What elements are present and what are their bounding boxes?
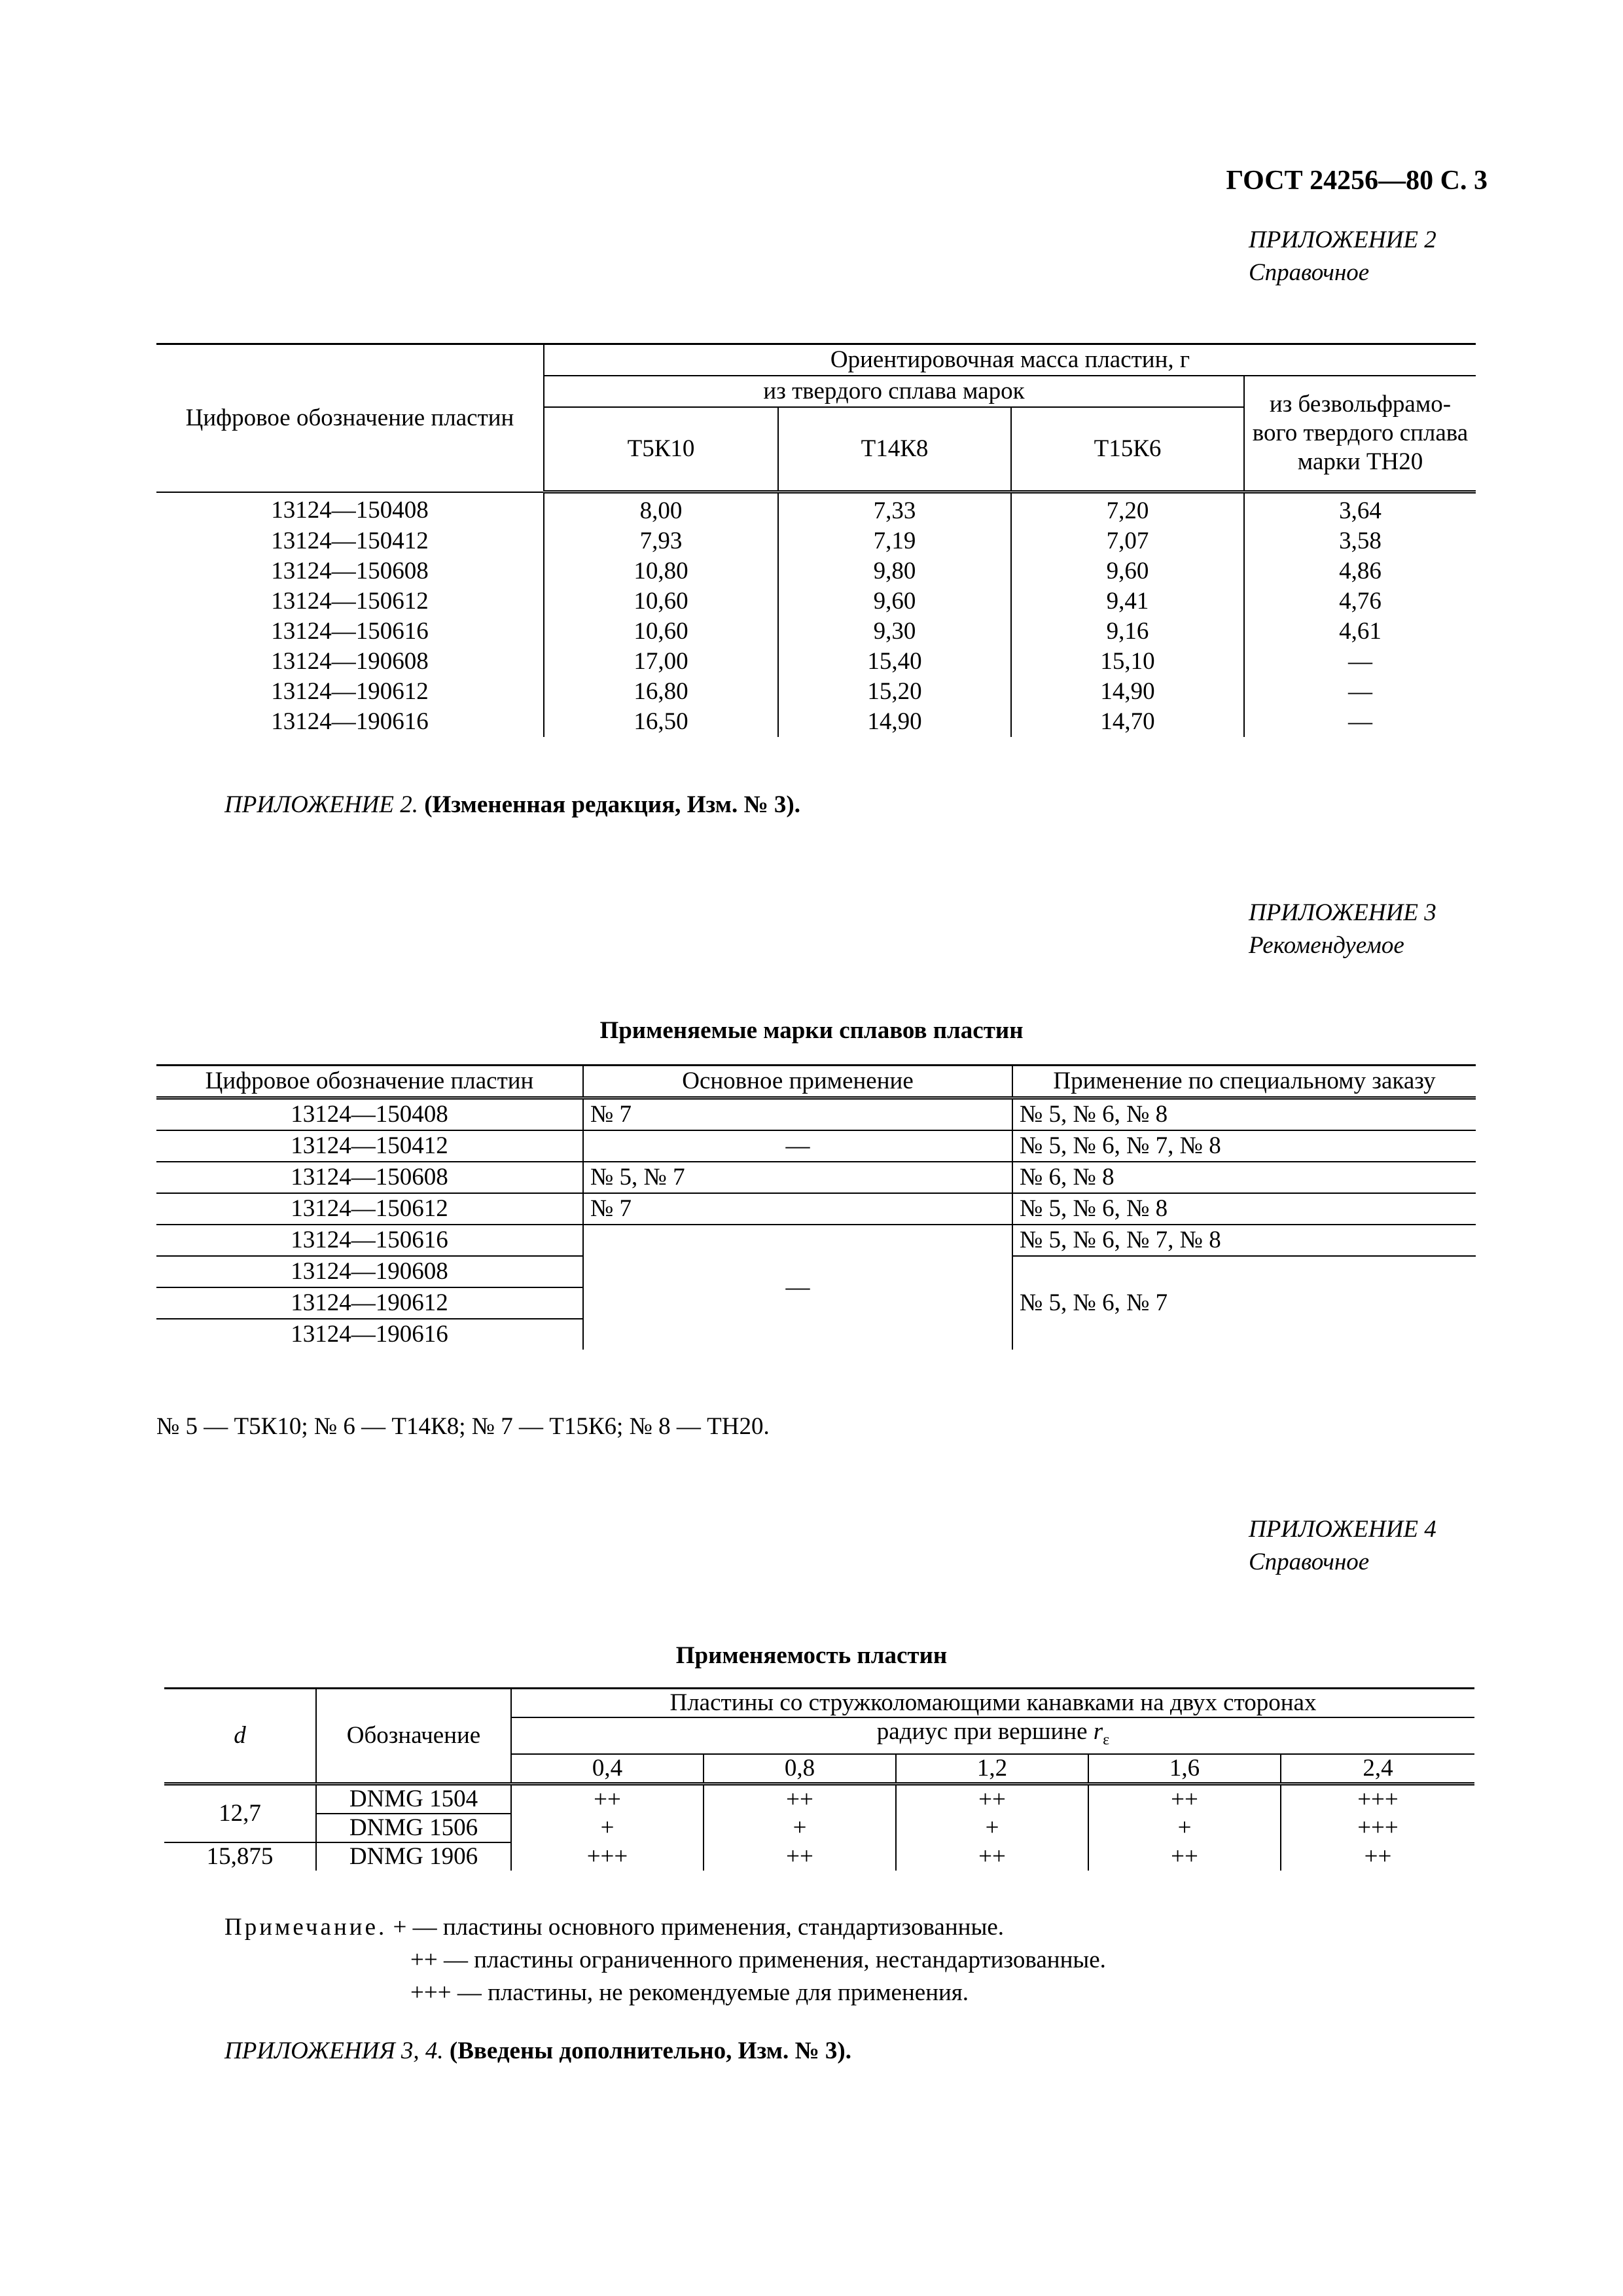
mass-table — [156, 343, 1476, 737]
table-cell: 13124—190612 — [271, 678, 429, 705]
table-cell: 10,60 — [544, 586, 778, 617]
radius-value: 0,8 — [704, 1754, 896, 1784]
table-cell: + — [896, 1814, 1088, 1842]
table-cell: 13124—150612 — [271, 588, 429, 615]
appendix2-edit-note-text: (Измененная редакция, Изм. № 3). — [424, 791, 800, 818]
table-cell: + — [704, 1814, 896, 1842]
document-code: ГОСТ 24256—80 С. 3 — [1226, 166, 1488, 196]
table-cell: DNMG 1906 — [316, 1842, 511, 1871]
table-cell: № 6, № 8 — [1012, 1162, 1476, 1193]
table-cell: 9,30 — [778, 617, 1011, 647]
table-cell: 13124—150608 — [271, 558, 429, 584]
table-cell: 13124—150408 — [156, 1098, 583, 1131]
alloy-legend: № 5 — Т5К10; № 6 — Т14К8; № 7 — Т15К6; № 8 — ТН20. — [156, 1413, 770, 1440]
table-row — [156, 647, 1476, 677]
appendix2-status: Справочное — [1249, 259, 1370, 286]
footer-edit-note — [224, 2037, 851, 2065]
table-row — [156, 586, 1476, 617]
table-cell: 15,40 — [778, 647, 1011, 677]
appendix4-label: ПРИЛОЖЕНИЕ 4 — [1249, 1516, 1436, 1543]
table-cell: № 5, № 7 — [583, 1162, 1012, 1193]
note-label: Примечание. — [224, 1914, 387, 1941]
radius-value: 0,4 — [511, 1754, 704, 1784]
table-cell: 13124—190612 — [156, 1287, 583, 1319]
note-line: + — пластины основного применения, стандартизованные. — [393, 1914, 1004, 1941]
table-cell: 7,19 — [778, 526, 1011, 556]
table-cell: ++ — [704, 1842, 896, 1871]
col-t5k10-header: Т5К10 — [544, 407, 778, 492]
table-cell: 12,7 — [164, 1784, 316, 1843]
radius-symbol: r — [1093, 1718, 1103, 1745]
footer-edit-note-text: (Введены дополнительно, Изм. № 3). — [449, 2037, 851, 2064]
col-tungsten-free-header: из безвольфрамо-вого твердого сплава марки ТН20 — [1244, 376, 1476, 492]
table-row — [156, 492, 1476, 527]
col-special-order-header: Применение по специальному заказу — [1012, 1066, 1476, 1098]
table-cell: 15,10 — [1011, 647, 1244, 677]
table-cell: 14,90 — [1011, 677, 1244, 707]
table-cell: 4,86 — [1244, 556, 1476, 586]
col-t14k8-header: Т14К8 — [778, 407, 1011, 492]
alloy-grades-table — [156, 1064, 1476, 1350]
table-row — [156, 707, 1476, 737]
table-cell: 13124—150612 — [156, 1193, 583, 1225]
col-designation-header: Цифровое обозначение пластин — [156, 344, 544, 492]
table-cell: 14,70 — [1011, 707, 1244, 737]
table-cell: № 5, № 6, № 8 — [1012, 1193, 1476, 1225]
col-t15k6-header: Т15К6 — [1011, 407, 1244, 492]
appendix2-edit-note — [224, 791, 800, 819]
table-cell: 9,16 — [1011, 617, 1244, 647]
table-cell: 13124—150608 — [156, 1162, 583, 1193]
table-cell: — — [583, 1225, 1012, 1350]
radius-label: радиус при вершине — [876, 1718, 1088, 1745]
radius-value: 1,2 — [896, 1754, 1088, 1784]
table-cell: DNMG 1506 — [316, 1814, 511, 1842]
table-cell: + — [1088, 1814, 1281, 1842]
table-cell: 13124—150616 — [156, 1225, 583, 1256]
table-cell: № 5, № 6, № 7 — [1012, 1256, 1476, 1350]
table-row — [156, 556, 1476, 586]
appendix2-heading — [1249, 224, 1436, 289]
table-cell: № 5, № 6, № 7, № 8 — [1012, 1225, 1476, 1256]
table-cell: 13124—190616 — [271, 708, 429, 735]
radius-subscript: ε — [1103, 1731, 1110, 1749]
note-line: ++ — пластины ограниченного применения, нестандартизованные. — [410, 1946, 1106, 1973]
table-cell: 13124—190608 — [156, 1256, 583, 1287]
footer-edit-note-label: ПРИЛОЖЕНИЯ 3, 4. — [224, 2037, 444, 2064]
table-row — [156, 617, 1476, 647]
appendix3-status: Рекомендуемое — [1249, 932, 1404, 959]
table-cell: ++ — [511, 1784, 704, 1814]
table-cell: — — [583, 1130, 1012, 1162]
appendix4-status: Справочное — [1249, 1549, 1370, 1575]
applicability-table — [164, 1687, 1474, 1871]
col-hard-alloy-header: из твердого сплава марок — [544, 376, 1244, 407]
table-cell: 7,20 — [1011, 492, 1244, 527]
table-cell: ++ — [1281, 1842, 1474, 1871]
table-cell: № 5, № 6, № 7, № 8 — [1012, 1130, 1476, 1162]
radius-value: 1,6 — [1088, 1754, 1281, 1784]
table-cell: 4,76 — [1244, 586, 1476, 617]
table-cell: — — [1244, 707, 1476, 737]
table-cell: 4,61 — [1244, 617, 1476, 647]
table-row — [156, 677, 1476, 707]
table-cell: № 7 — [583, 1098, 1012, 1131]
table-cell: + — [511, 1814, 704, 1842]
table-cell: 13124—190608 — [271, 648, 429, 675]
table-cell: ++ — [1088, 1784, 1281, 1814]
table-cell: 13124—150408 — [271, 497, 429, 524]
table-cell: 9,60 — [1011, 556, 1244, 586]
radius-value: 2,4 — [1281, 1754, 1474, 1784]
table-cell: 10,60 — [544, 617, 778, 647]
col-group-header: Пластины со стружколомающими канавками на двух сторонах — [511, 1689, 1474, 1718]
table-cell: DNMG 1504 — [316, 1784, 511, 1814]
col-main-use-header: Основное применение — [583, 1066, 1012, 1098]
table-cell: 13124—150412 — [156, 1130, 583, 1162]
appendix3-title: Применяемые марки сплавов пластин — [599, 1017, 1024, 1044]
table-cell: 13124—150412 — [271, 528, 429, 554]
appendix3-heading — [1249, 897, 1436, 962]
table-cell: +++ — [511, 1842, 704, 1871]
col-designation-header: Обозначение — [316, 1689, 511, 1784]
table-cell: № 5, № 6, № 8 — [1012, 1098, 1476, 1131]
table-row — [156, 526, 1476, 556]
col-designation-header: Цифровое обозначение пластин — [156, 1066, 583, 1098]
table-cell: 7,07 — [1011, 526, 1244, 556]
table-cell: +++ — [1281, 1784, 1474, 1814]
table-cell: ++ — [1088, 1842, 1281, 1871]
table-cell: № 7 — [583, 1193, 1012, 1225]
table-cell: — — [1244, 677, 1476, 707]
appendix3-label: ПРИЛОЖЕНИЕ 3 — [1249, 899, 1436, 926]
applicability-note — [224, 1911, 1106, 2009]
appendix2-edit-note-label: ПРИЛОЖЕНИЕ 2. — [224, 791, 418, 818]
table-cell: 9,60 — [778, 586, 1011, 617]
appendix2-label: ПРИЛОЖЕНИЕ 2 — [1249, 226, 1436, 253]
table-cell: 15,20 — [778, 677, 1011, 707]
table-cell: 10,80 — [544, 556, 778, 586]
note-line: +++ — пластины, не рекомендуемые для применения. — [410, 1979, 969, 2006]
table-cell: 15,875 — [206, 1843, 274, 1871]
table-cell: 7,93 — [544, 526, 778, 556]
table-cell: 9,41 — [1011, 586, 1244, 617]
table-cell: ++ — [896, 1842, 1088, 1871]
table-cell: 8,00 — [544, 492, 778, 527]
table-cell: 9,80 — [778, 556, 1011, 586]
table-cell: 13124—190616 — [291, 1321, 448, 1348]
table-cell: 3,64 — [1244, 492, 1476, 527]
table-cell: 13124—150616 — [271, 618, 429, 645]
appendix4-heading — [1249, 1513, 1436, 1579]
table-cell: 16,80 — [544, 677, 778, 707]
table-cell: 3,58 — [1244, 526, 1476, 556]
table-cell: ++ — [704, 1784, 896, 1814]
col-mass-group-header: Ориентировочная масса пластин, г — [544, 344, 1476, 376]
table-cell: 7,33 — [778, 492, 1011, 527]
table-cell: 14,90 — [778, 707, 1011, 737]
col-d-header: d — [164, 1689, 316, 1784]
table-cell: 16,50 — [544, 707, 778, 737]
table-cell: — — [1244, 647, 1476, 677]
appendix4-title: Применяемость пластин — [675, 1642, 948, 1669]
table-cell: 17,00 — [544, 647, 778, 677]
mass-table-body — [156, 492, 1476, 738]
table-cell: +++ — [1281, 1814, 1474, 1842]
table-cell: ++ — [896, 1784, 1088, 1814]
col-radius-header — [511, 1717, 1474, 1754]
